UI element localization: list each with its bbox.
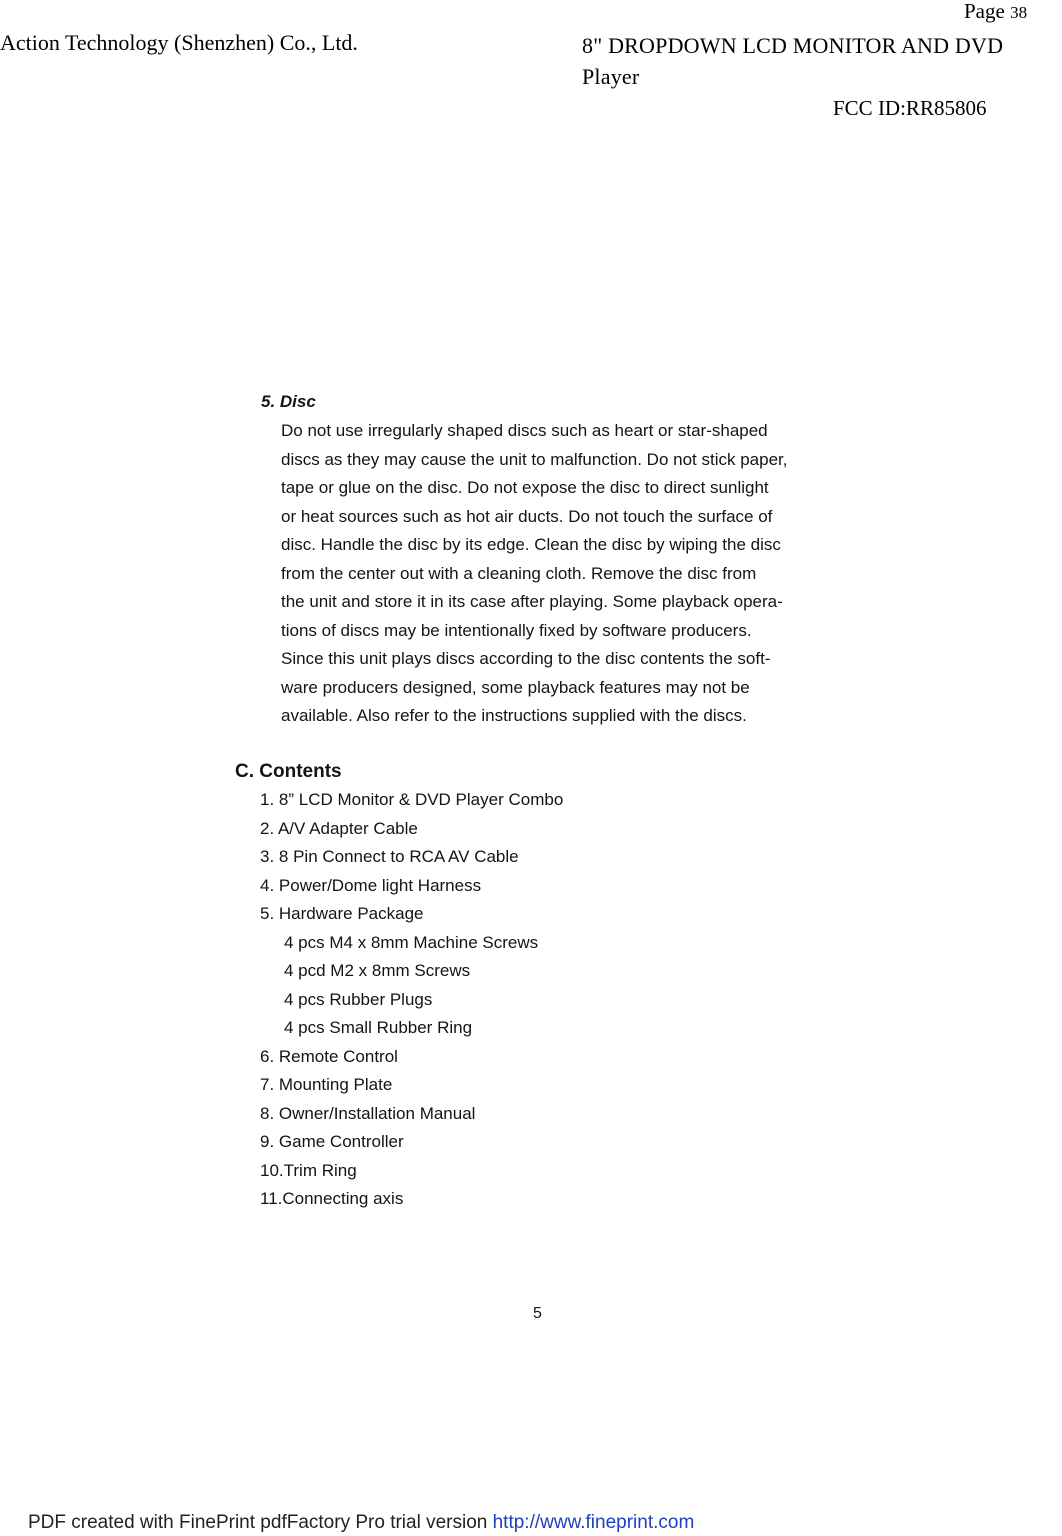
- list-item: 11.Connecting axis: [260, 1189, 404, 1208]
- list-subitem: 4 pcs Small Rubber Ring: [284, 1018, 473, 1037]
- contents-section-title: C. Contents: [235, 761, 342, 782]
- product-title: [582, 30, 1062, 92]
- company-name: Action Technology (Shenzhen) Co., Ltd.: [0, 30, 358, 55]
- disc-line: Since this unit plays discs according to the disc contents the soft-: [281, 649, 771, 668]
- page-number-value: 38: [1010, 3, 1028, 22]
- list-item: 1. 8” LCD Monitor & DVD Player Combo: [260, 790, 564, 809]
- disc-line: tions of discs may be intentionally fixed by software producers.: [281, 620, 752, 640]
- product-title-line2: Player: [582, 64, 640, 89]
- disc-line: the unit and store it in its case after playing. Some playback opera-: [281, 592, 783, 611]
- list-item: 3. 8 Pin Connect to RCA AV Cable: [260, 847, 519, 866]
- page-number: [964, 0, 1027, 24]
- list-item: 9. Game Controller: [260, 1132, 404, 1151]
- pdf-footer-text: PDF created with FinePrint pdfFactory Pro trial version: [28, 1512, 493, 1533]
- list-subitem: 4 pcs M4 x 8mm Machine Screws: [284, 932, 539, 952]
- disc-line: ware producers designed, some playback features may not be: [281, 677, 750, 697]
- contents-list: [260, 786, 563, 1214]
- disc-line: available. Also refer to the instructions supplied with the discs.: [281, 706, 747, 725]
- list-item: 10.Trim Ring: [260, 1160, 357, 1180]
- fineprint-link[interactable]: http://www.fineprint.com: [492, 1512, 695, 1533]
- disc-line: disc. Handle the disc by its edge. Clean the disc by wiping the disc: [281, 535, 781, 554]
- disc-section-body: [281, 417, 849, 731]
- list-item: 5. Hardware Package: [260, 904, 424, 923]
- list-subitem: 4 pcs Rubber Plugs: [284, 989, 433, 1009]
- product-title-line1: 8" DROPDOWN LCD MONITOR AND DVD: [582, 33, 1004, 58]
- disc-section-title: 5. Disc: [261, 392, 316, 411]
- list-item: 7. Mounting Plate: [260, 1075, 393, 1094]
- fcc-id: FCC ID:RR85806: [833, 96, 987, 120]
- disc-line: from the center out with a cleaning cloth. Remove the disc from: [281, 563, 757, 583]
- list-item: 2. A/V Adapter Cable: [260, 818, 418, 838]
- list-item: 6. Remote Control: [260, 1046, 398, 1066]
- pdf-footer: [28, 1510, 694, 1536]
- list-item: 4. Power/Dome light Harness: [260, 875, 482, 895]
- list-subitem: 4 pcd M2 x 8mm Screws: [284, 961, 471, 980]
- manual-page-number: 5: [533, 1305, 542, 1322]
- list-item: 8. Owner/Installation Manual: [260, 1103, 476, 1123]
- page-label: Page: [964, 0, 1005, 23]
- disc-line: or heat sources such as hot air ducts. Do not touch the surface of: [281, 506, 773, 526]
- disc-line: Do not use irregularly shaped discs such as heart or star-shaped: [281, 421, 768, 440]
- disc-line: discs as they may cause the unit to malfunction. Do not stick paper,: [281, 449, 788, 469]
- disc-line: tape or glue on the disc. Do not expose the disc to direct sunlight: [281, 478, 769, 497]
